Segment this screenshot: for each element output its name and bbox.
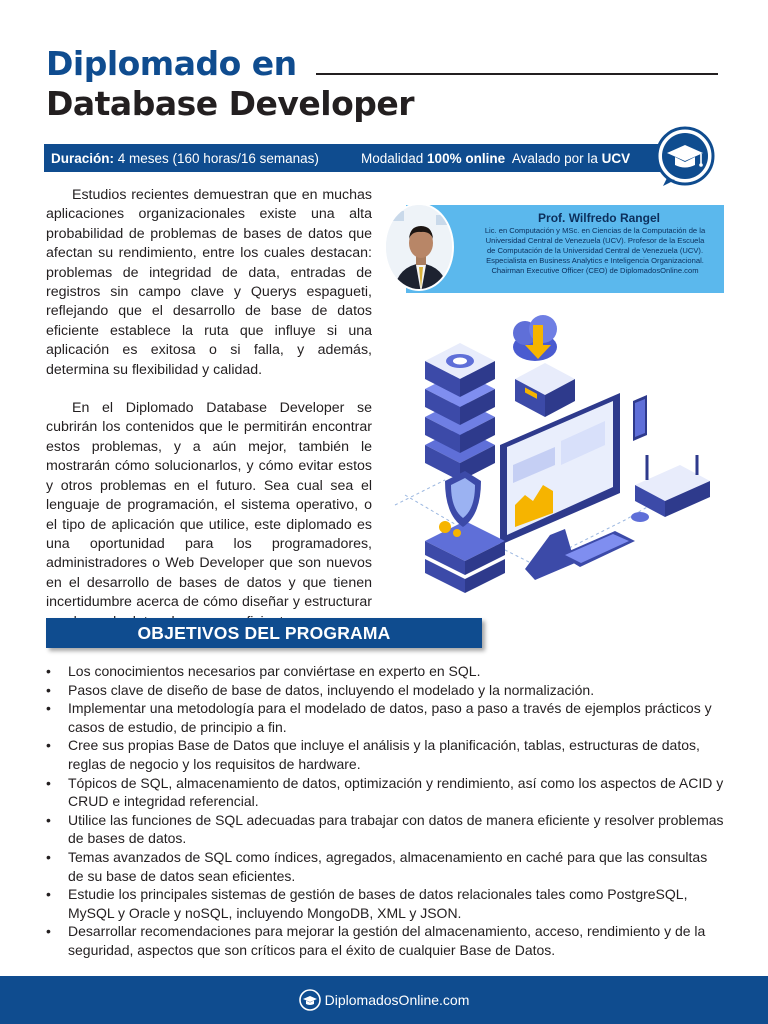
server-stack (425, 343, 495, 481)
professor-photo (384, 203, 454, 291)
list-item (46, 736, 726, 773)
objective-text: Utilice las funciones de SQL adecuadas para trabajar con datos de manera eficiente y resolver problemas de bases de datos. (68, 811, 724, 847)
duration-info (51, 151, 361, 166)
security-shield (425, 471, 505, 593)
footer (0, 976, 768, 1024)
bullet: • (46, 923, 51, 940)
bullet: • (46, 737, 51, 754)
objective-text: Los conocimientos necesarios par conviértase en experto en SQL. (68, 663, 481, 679)
professor-name: Prof. Wilfredo Rangel (538, 211, 660, 225)
objective-text: Tópicos de SQL, almacenamiento de datos, optimización y rendimiento, así como los aspectos de ACID y CRUD e integridad referencial. (68, 774, 724, 810)
objective-text: Estudie los principales sistemas de gestión de bases de datos relacionales tales como PostgreSQL, MySQL y Oracle y noSQL, incluyendo MongoDB, XML y JSON. (68, 886, 688, 921)
objective-text: Temas avanzados de SQL como índices, agregados, almacenamiento en caché para que las consultas de su base de datos sean eficientes. (68, 848, 708, 884)
endorsed-prefix: Avalado por la (505, 150, 602, 166)
modality-prefix: Modalidad (361, 150, 428, 166)
list-item (46, 922, 726, 959)
title-line-1: Diplomado en (46, 44, 297, 83)
list-item (46, 848, 726, 885)
professor-bio-line: Chairman Executive Officer (CEO) de DiplomadosOnline.com (491, 266, 699, 275)
duration-label: Duración: (51, 150, 115, 166)
endorsed-value: UCV (601, 150, 631, 166)
modality-info (361, 151, 630, 166)
professor-bio-line: Universidad Central de Venezuela (UCV). Profesor de la Escuela (485, 236, 705, 245)
bullet: • (46, 774, 51, 791)
intro-paragraph-1: Estudios recientes demuestran que en muchas aplicaciones organizacionales existe una alta probabilidad de problemas de bases de datos que afectan su rendimiento, entre los cuales destacan: problemas de integridad de data, entradas de registros sin campo clave y Querys espagueti, reflejando que el desarrollo de base de datos eficiente establece la ruta que influye si una aplicación es exitosa o si falla, y además, determina su flexibilidad y calidad. (46, 187, 372, 378)
bullet: • (46, 700, 51, 717)
info-bar (44, 144, 660, 172)
modality-value: 100% online (427, 150, 506, 166)
bullet: • (46, 681, 51, 698)
list-item (46, 811, 726, 848)
objective-text: Implementar una metodología para el modelado de datos, paso a paso a través de ejemplos prácticos y casos de estudio, de principio a fin. (68, 700, 712, 735)
bullet: • (46, 663, 51, 679)
objective-text: Cree sus propias Base de Datos que incluye el análisis y la planificación, tablas, estructuras de datos, reglas de negocio y los requisitos de hardware. (68, 737, 700, 772)
professor-bio-line: Lic. en Computación y MSc. en Ciencias de la Computación de la (484, 226, 706, 235)
bullet: • (46, 848, 51, 865)
duration-value: 4 meses (160 horas/16 semanas) (114, 150, 319, 166)
professor-bio-line: de Computación de la Universidad Central de Venezuela (UCV). (486, 246, 704, 255)
list-item (46, 662, 726, 681)
phone (633, 395, 647, 441)
list-item (46, 885, 726, 922)
professor-bio-line: Especialista en Business Analytics e Inteligencia Organizacional. (486, 256, 704, 265)
objectives-list (46, 662, 726, 960)
professor-card (384, 203, 724, 293)
monitor (500, 393, 649, 580)
list-item (46, 681, 726, 700)
graduation-cap-icon (655, 126, 715, 188)
bullet: • (46, 811, 51, 828)
objective-text: Desarrollar recomendaciones para mejorar la gestión del almacenamiento, acceso, rendimiento y de la seguridad, aspectos que son críticos para el éxito de cualquier Base de Datos. (68, 923, 706, 958)
list-item (46, 699, 726, 736)
footer-site[interactable]: DiplomadosOnline.com (324, 992, 470, 1008)
objective-text: Pasos clave de diseño de base de datos, incluyendo el modelado y la normalización. (68, 681, 595, 698)
cloud-upload (513, 315, 575, 417)
list-item (46, 774, 726, 811)
intro-text (46, 186, 372, 632)
title-divider (316, 73, 718, 75)
title-line-2: Database Developer (46, 84, 415, 123)
objectives-heading: OBJETIVOS DEL PROGRAMA (46, 618, 482, 648)
database-illustration (385, 305, 720, 605)
professor-bio (470, 226, 720, 276)
graduation-cap-icon (299, 989, 321, 1011)
intro-paragraph-2: En el Diplomado Database Developer se cubrirán los contenidos que le permitirán encontrar estos problemas, y a aún mejor, también le mostrarán cómo solucionarlos, y cómo evitar estos y otros problemas en el futuro. Sea cual sea el lenguaje de programación, el sistema operativo, o el tipo de aplicación que utilice, este diplomado es una oportunidad para los programadores, administradores o Web Developer que son nuevos en el desarrollo de bases de datos y que tienen incertidumbre acerca de cómo diseñar y estructurar (46, 400, 372, 611)
bullet: • (46, 886, 51, 903)
